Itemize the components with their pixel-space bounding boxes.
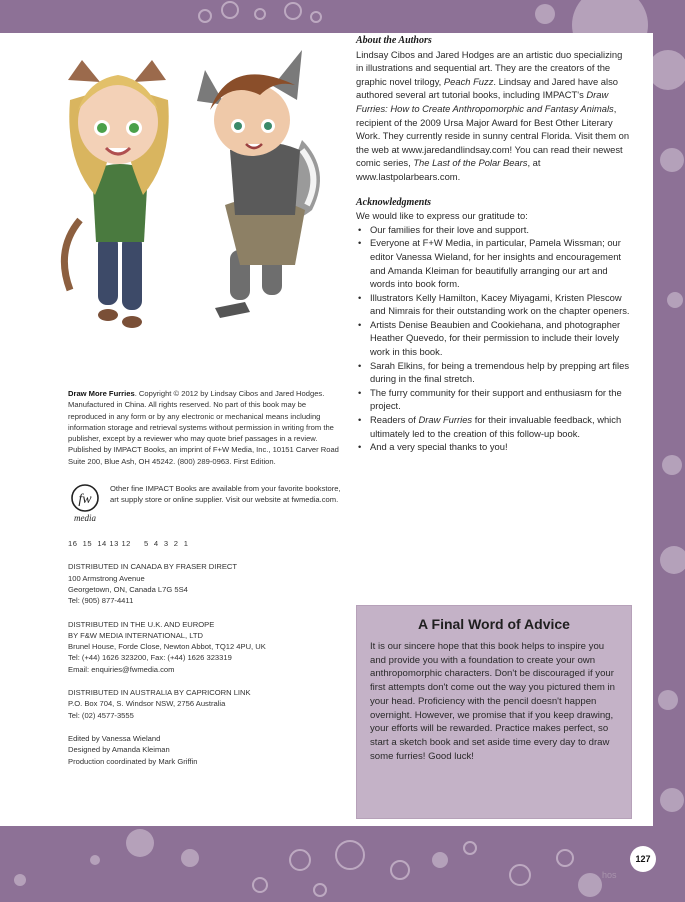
copyright-notice: Draw More Furries. Copyright © 2012 by Lindsay Cibos and Jared Hodges. Manufactured in China. All rights reserved. No part of this book may be reproduced in any form or by any electronic or mechanical means including information storage and retrieval systems without permission in writing from the publisher, except by a reviewer who may quote brief passages in a review. Published by IMPACT Books, an imprint of F+W Media, Inc., 10151 Carver Road Suite 200, Blue Ash, OH 45242. (800) 289-0963. First Edition. (68, 389, 339, 466)
left-column (68, 388, 343, 767)
boy-character (197, 50, 320, 318)
credits: Edited by Vanessa Wieland Designed by Amanda Kleiman Production coordinated by Mark Griffin (68, 733, 198, 766)
acknowledgments-intro: We would like to express our gratitude to: (356, 210, 528, 222)
list-item: • Sarah Elkins, for being a tremendous help by prepping art files during in the final stretch. (356, 359, 632, 386)
character-illustration (40, 40, 340, 330)
about-authors-title: About the Authors (356, 35, 432, 46)
svg-text:media: media (74, 513, 96, 524)
fw-media-logo (68, 483, 102, 523)
list-item: • Readers of Draw Furries for their invaluable feedback, which ultimately led to the creation of this follow-up book. (356, 413, 632, 440)
distribution-australia: DISTRIBUTED IN AUSTRALIA BY CAPRICORN LINK P.O. Box 704, S. Windsor NSW, 2756 Australia Tel: (02) 4577-3555 (68, 688, 251, 720)
acknowledgments-title: Acknowledgments (356, 196, 432, 208)
final-advice-title: A Final Word of Advice (418, 616, 570, 632)
page-number: 127 (630, 846, 656, 872)
list-item: • Illustrators Kelly Hamilton, Kacey Miyagami, Kristen Plescow and Nimrais for their outstanding work on the chapter openers. (356, 291, 632, 318)
list-item: • And a very special thanks to you! (356, 440, 632, 454)
distribution-uk: DISTRIBUTED IN THE U.K. AND EUROPE BY F&W MEDIA INTERNATIONAL, LTD Brunel House, Forde Close, Newton Abbot, TQ12 4PU, UK Tel: (+44) 1626 323200, Fax: (+44) 1626 323319 Email: enquiries@fwmedia.com (68, 619, 266, 674)
list-item: • Everyone at F+W Media, in particular, Pamela Wissman; our editor Vanessa Wieland, for her insights and encouragement and Amanda Kleiman for beautifully arranging our art and words into book form. (356, 236, 632, 290)
final-advice-box (356, 605, 632, 819)
acknowledgments-list (356, 223, 632, 454)
list-item: • The furry community for their support and enthusiasm for the project. (356, 386, 632, 413)
girl-character (64, 60, 168, 328)
list-item: • Artists Denise Beaubien and Cookiehana, and photographer Heather Quevedo, for their permission to include their lovely work in this book. (356, 318, 632, 359)
distribution-canada: DISTRIBUTED IN CANADA BY FRASER DIRECT 100 Armstrong Avenue Georgetown, ON, Canada L7G 5S4 Tel: (905) 877-4411 (68, 562, 238, 606)
svg-text:fw: fw (78, 492, 92, 508)
about-authors-text: Lindsay Cibos and Jared Hodges are an artistic duo specializing in illustrations and sequential art. They are the creators of the graphic novel trilogy, Peach Fuzz. Lindsay and Jared have also authored several art tutorial books, including IMPACT's Draw Furries: How to Create Anthropomorphic and Fantasy Animals, recipient of the 2009 Ursa Major Award for Best Other Literary Work. They currently reside in sunny central Florida. Visit them on the web at www.jaredandlindsay.com! You can read their newest comic series, The Last of the Polar Bears, at www.lastpolarbears.com. (356, 48, 630, 182)
fw-media-block (68, 483, 343, 523)
right-column (356, 34, 632, 454)
fw-media-text: Other fine IMPACT Books are available from your favorite bookstore, art supply store or online supplier. Visit our website at fwmedia.com. (110, 484, 341, 505)
watermark: hos (602, 870, 617, 880)
print-line: 16 15 14 13 12 5 4 3 2 1 (68, 539, 189, 549)
final-advice-text: It is our sincere hope that this book helps to inspire you and provide you with a foundation to create your own anthropomorphic characters. Don't be discouraged if your first attempts don't come out the way you pictured them in your head. Proficiency with the pencil doesn't happen overnight. However, we promise that if you keep drawing, your efforts will be rewarded. Practice makes perfect, so start a sketch book and set aside time every day to draw some furries! Good luck! (370, 641, 615, 762)
list-item: • Our families for their love and support. (356, 223, 632, 237)
